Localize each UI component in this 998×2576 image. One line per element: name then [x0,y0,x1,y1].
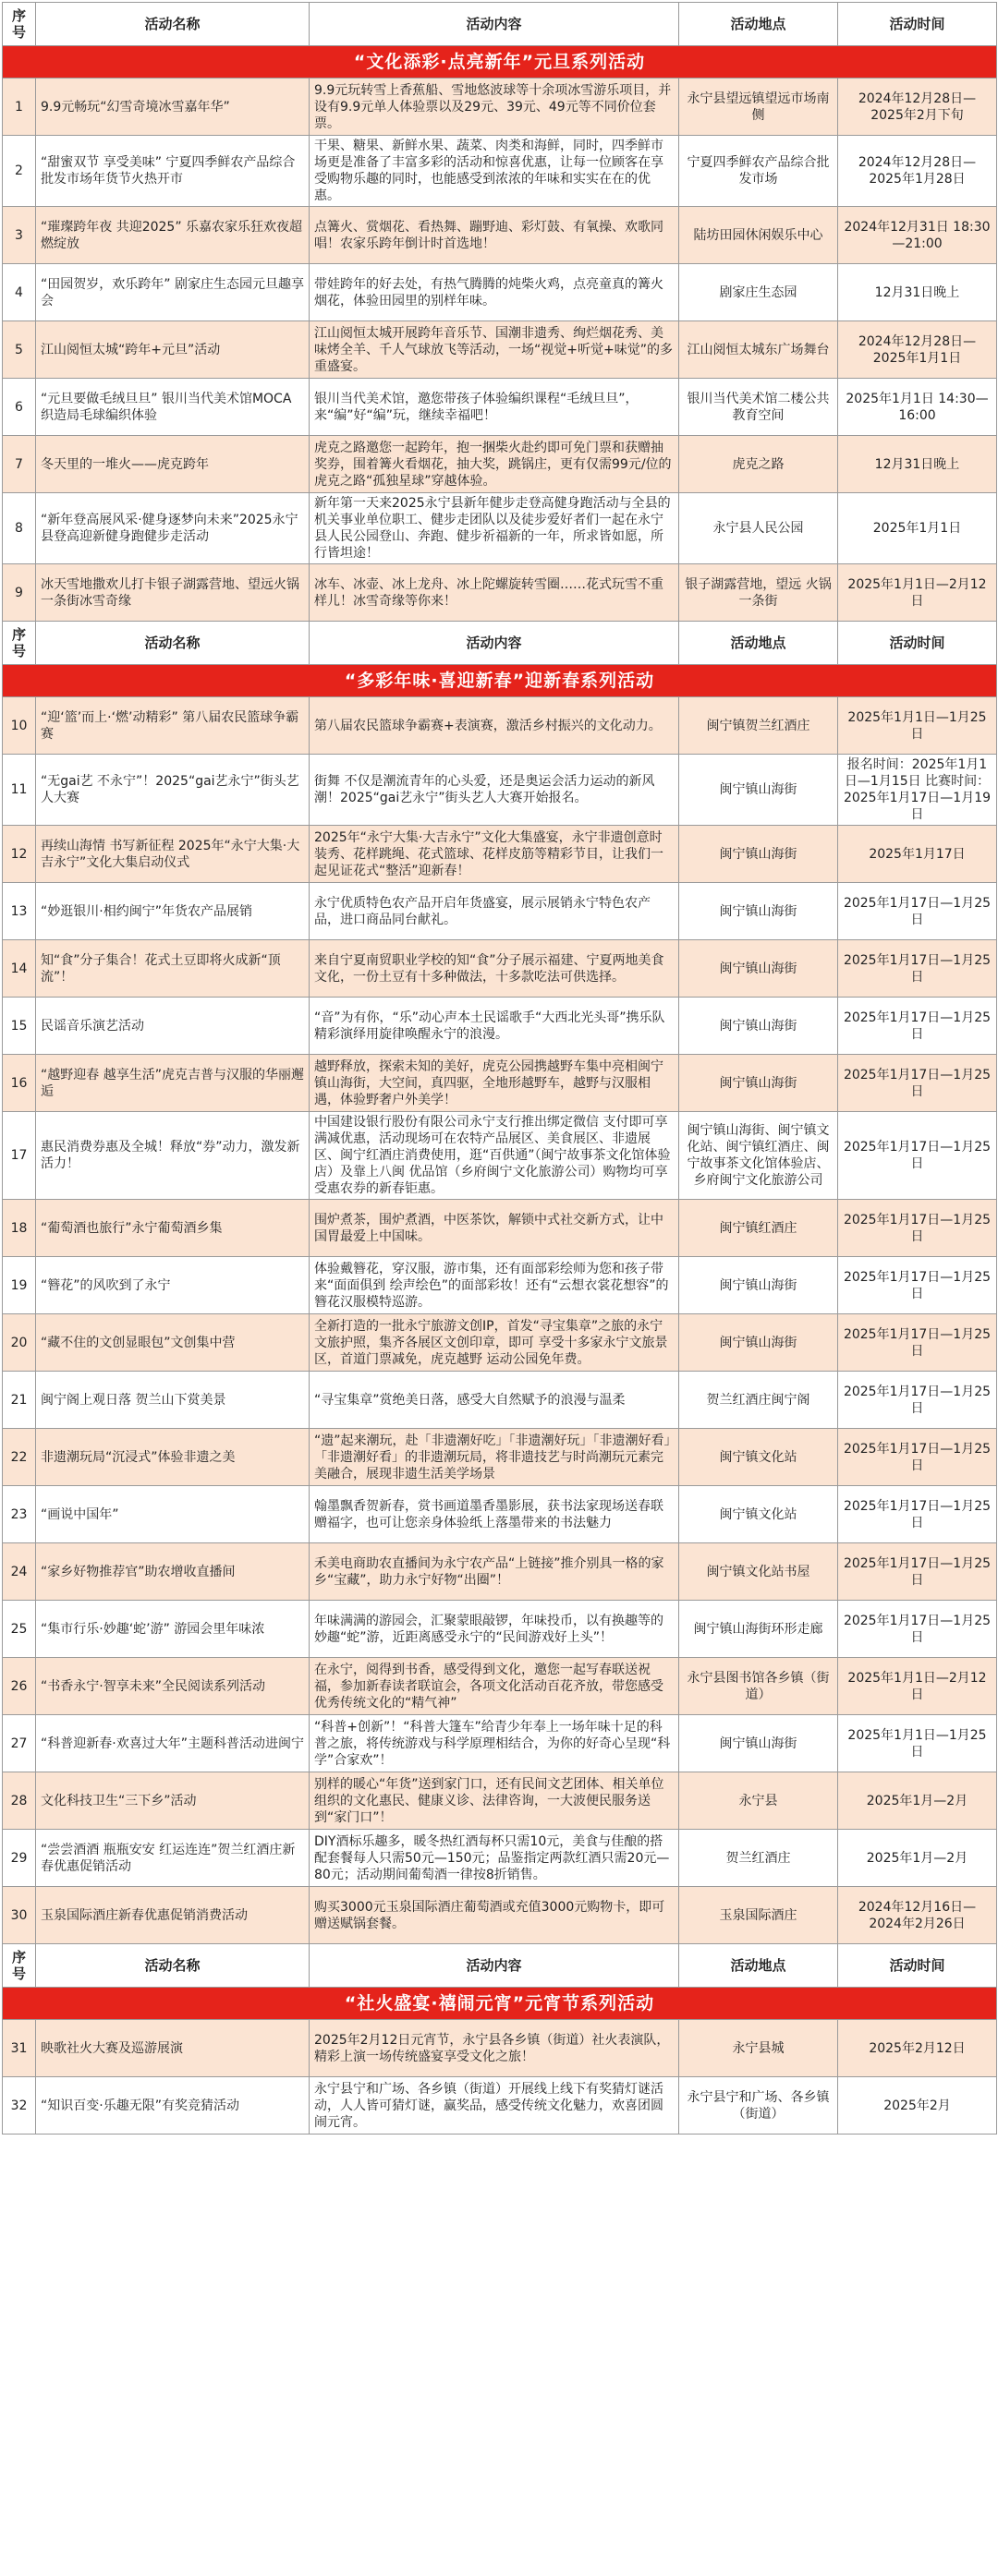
table-row [3,2077,997,2135]
table-row [3,1543,997,1601]
header-activity-content: 活动内容 [310,1944,679,1988]
activity-name: 9.9元畅玩“幻雪奇境冰雪嘉年华” [36,79,310,136]
header-activity-location: 活动地点 [679,1944,838,1988]
activity-location: 闽宁镇山海街 [679,1314,838,1372]
table-row [3,2020,997,2077]
row-number: 12 [3,826,36,883]
activity-time: 2025年1月17日—1月25日 [838,1429,997,1486]
activity-content: 围炉煮茶，围炉煮酒，中医茶饮，解锁中式社交新方式，让中国胃最爱上中国味。 [310,1200,679,1257]
activity-time: 2025年1月1日 14:30—16:00 [838,379,997,436]
table-row [3,564,997,622]
activity-time: 2025年1月1日 [838,493,997,564]
row-number: 10 [3,697,36,755]
table-row [3,79,997,136]
activity-location: 银子湖露营地，望远 火锅一条街 [679,564,838,622]
activity-time: 2025年1月17日—1月25日 [838,1112,997,1200]
activity-name: “家乡好物推荐官”助农增收直播间 [36,1543,310,1601]
table-row [3,1887,997,1944]
activity-content: 翰墨飘香贺新春，赏书画道墨香墨影展，获书法家现场送春联赠福字，也可让您亲身体验纸上落墨带来的书法魅力 [310,1486,679,1543]
table-row [3,1601,997,1658]
activity-name: 惠民消费券惠及全城！释放“券”动力，激发新活力！ [36,1112,310,1200]
activity-location: 闽宁镇山海街 [679,883,838,940]
table-row [3,207,997,264]
table-row [3,883,997,940]
table-row [3,1486,997,1543]
activity-time: 2025年2月12日 [838,2020,997,2077]
activity-time: 2025年1月17日 [838,826,997,883]
activity-name: “画说中国年” [36,1486,310,1543]
table-row [3,998,997,1055]
row-number: 6 [3,379,36,436]
activity-content: 来自宁夏南贸职业学校的知“食”分子展示福建、宁夏两地美食文化，一份土豆有十多种做法，十多款吃法可供选择。 [310,940,679,998]
activity-location: 永宁县城 [679,2020,838,2077]
activity-location: 剧家庄生态园 [679,264,838,321]
activity-time: 2024年12月31日 18:30—21:00 [838,207,997,264]
activity-content: 点篝火、赏烟花、看热舞、蹦野迪、彩灯鼓、有氧操、欢歌同唱！农家乐跨年倒计时首选地！ [310,207,679,264]
activity-content: 永宁县宁和广场、各乡镇（街道）开展线上线下有奖猜灯谜活动，人人皆可猜灯谜，赢奖品，感受传统文化魅力，欢喜团圆闹元宵。 [310,2077,679,2135]
table-row [3,379,997,436]
activity-name: 文化科技卫生“三下乡”活动 [36,1772,310,1830]
activity-name: 知“食”分子集合！花式土豆即将火成新“顶流”！ [36,940,310,998]
table-row [3,1055,997,1112]
activity-time: 2025年1月17日—1月25日 [838,1055,997,1112]
activity-content: “寻宝集章”赏绝美日落，感受大自然赋予的浪漫与温柔 [310,1372,679,1429]
activity-location: 闽宁镇山海街 [679,755,838,826]
row-number: 5 [3,321,36,379]
activity-location: 宁夏四季鲜农产品综合批发市场 [679,136,838,207]
row-number: 31 [3,2020,36,2077]
row-number: 11 [3,755,36,826]
activity-content: 永宁优质特色农产品开启年货盛宴，展示展销永宁特色农产品，进口商品同台献礼。 [310,883,679,940]
header-number: 序号 [3,1944,36,1988]
activity-content: 第八届农民篮球争霸赛+表演赛，激活乡村振兴的文化动力。 [310,697,679,755]
table-row [3,1658,997,1715]
activity-content: 在永宁，阅得到书香，感受得到文化，邀您一起写春联送祝福，参加新春读者联谊会，各项文化活动百花齐放，带您感受优秀传统文化的“精气神” [310,1658,679,1715]
header-activity-location: 活动地点 [679,3,838,46]
activity-content: 虎克之路邀您一起跨年，抱一捆柴火赴约即可免门票和获赠抽奖券，围着篝火看烟花，抽大奖，跳锅庄，更有仅需99元/位的虎克之路“孤独星球”穿越体验。 [310,436,679,493]
table-row [3,1429,997,1486]
activity-name: “妙逛银川·相约闽宁”年货农产品展销 [36,883,310,940]
activity-content: 全新打造的一批永宁旅游文创IP，首发“寻宝集章”之旅的永宁文旅护照，集齐各展区文创印章，即可 享受十多家永宁文旅景区，首道门票减免，虎克越野 运动公园免年费。 [310,1314,679,1372]
table-row [3,493,997,564]
activity-time: 2024年12月28日—2025年2月下旬 [838,79,997,136]
row-number: 32 [3,2077,36,2135]
table-row [3,1257,997,1314]
activity-content: 新年第一天来2025永宁县新年健步走登高健身跑活动与全县的机关事业单位职工、健步走团队以及徒步爱好者们一起在永宁县人民公园登山、奔跑、健步祈福新的一年，所求皆如愿，所行皆坦途！ [310,493,679,564]
activity-time: 2025年1月—2月 [838,1772,997,1830]
activity-content: “科普+创新”！“科普大篷车”给青少年奉上一场年味十足的科普之旅，将传统游戏与科学原理相结合，为你的好奇心呈现“科学”合家欢”！ [310,1715,679,1772]
activity-name: “簪花”的风吹到了永宁 [36,1257,310,1314]
activity-content: 越野释放，探索未知的美好，虎克公园携越野车集中亮相闽宁镇山海街，大空间，真四驱，全地形越野车，越野与汉服相遇，体验野奢户外美学！ [310,1055,679,1112]
table-row [3,1314,997,1372]
activity-location: 玉泉国际酒庄 [679,1887,838,1944]
activity-location: 闽宁镇山海街环形走廊 [679,1601,838,1658]
row-number: 24 [3,1543,36,1601]
activity-name: “甜蜜双节 享受美味” 宁夏四季鲜农产品综合批发市场年货节火热开市 [36,136,310,207]
activity-name: 民谣音乐演艺活动 [36,998,310,1055]
row-number: 21 [3,1372,36,1429]
activity-location: 闽宁镇山海街 [679,1055,838,1112]
activity-time: 2025年1月17日—1月25日 [838,1372,997,1429]
row-number: 25 [3,1601,36,1658]
activity-time: 2025年1月1日—1月25日 [838,697,997,755]
table-row [3,264,997,321]
row-number: 26 [3,1658,36,1715]
row-number: 9 [3,564,36,622]
activity-name: 再续山海情 书写新征程 2025年“永宁大集·大吉永宁”文化大集启动仪式 [36,826,310,883]
activity-location: 永宁县宁和广场、各乡镇（街道） [679,2077,838,2135]
activity-location: 闽宁镇文化站书屋 [679,1543,838,1601]
activity-name: “书香永宁·智享未来”全民阅读系列活动 [36,1658,310,1715]
table-row [3,1715,997,1772]
activity-content: 冰车、冰壶、冰上龙舟、冰上陀螺旋转雪圈……花式玩雪不重样儿！冰雪奇缘等你来！ [310,564,679,622]
activity-time: 报名时间：2025年1月1日—1月15日 比赛时间：2025年1月17日—1月19日 [838,755,997,826]
table-row [3,697,997,755]
activity-content: 干果、糖果、新鲜水果、蔬菜、肉类和海鲜，同时，四季鲜市场更是准备了丰富多彩的活动和惊喜优惠，让每一位顾客在享受购物乐趣的同时，也能感受到浓浓的年味和实实在在的优惠。 [310,136,679,207]
row-number: 13 [3,883,36,940]
activity-name: 映歌社火大赛及巡游展演 [36,2020,310,2077]
table-row [3,1112,997,1200]
header-activity-time: 活动时间 [838,1944,997,1988]
activity-time: 2025年1月17日—1月25日 [838,1601,997,1658]
row-number: 29 [3,1830,36,1887]
row-number: 4 [3,264,36,321]
activity-location: 陆坊田园休闲娱乐中心 [679,207,838,264]
section-title: “社火盛宴·禧闹元宵”元宵节系列活动 [3,1988,997,2020]
activity-name: “科普迎新春·欢喜过大年”主题科普活动进闽宁 [36,1715,310,1772]
activity-location: 永宁县图书馆各乡镇（街道） [679,1658,838,1715]
section-title-row [3,665,997,697]
activity-name: “尝尝酒酒 瓶瓶安安 红运连连”贺兰红酒庄新春优惠促销活动 [36,1830,310,1887]
header-activity-name: 活动名称 [36,622,310,665]
row-number: 27 [3,1715,36,1772]
activity-content: 购买3000元玉泉国际酒庄葡萄酒或充值3000元购物卡，即可赠送赋锅套餐。 [310,1887,679,1944]
activity-content: 体验戴簪花，穿汉服，游市集，还有面部彩绘师为您和孩子带来“面面俱到 绘声绘色”的面部彩妆！还有“云想衣裳花想容”的簪花汉服模特巡游。 [310,1257,679,1314]
activity-location: 闽宁镇山海街 [679,1257,838,1314]
activity-name: “葡萄酒也旅行”永宁葡萄酒乡集 [36,1200,310,1257]
activity-content: 中国建设银行股份有限公司永宁支行推出绑定微信 支付即可享满减优惠，活动现场可在农特产品展区、美食展区、非遗展区、闽宁红酒庄消费使用，逛“百供通”（闽宁故事茶文化馆体验店）及靠上八闽 优品馆（乡府闽宁文化旅游公司）购物均可享受惠农券的新春钜惠。 [310,1112,679,1200]
activity-location: 闽宁镇文化站 [679,1429,838,1486]
activity-time: 2025年1月17日—1月25日 [838,998,997,1055]
activity-name: “璀璨跨年夜 共迎2025” 乐嘉农家乐狂欢夜超燃绽放 [36,207,310,264]
activity-name: “田园贺岁，欢乐跨年” 剧家庄生态园元旦趣享会 [36,264,310,321]
activity-time: 2025年1月17日—1月25日 [838,940,997,998]
header-activity-time: 活动时间 [838,3,997,46]
activity-content: 2025年2月12日元宵节，永宁县各乡镇（街道）社火表演队，精彩上演一场传统盛宴享受文化之旅！ [310,2020,679,2077]
row-number: 16 [3,1055,36,1112]
activity-time: 2025年1月17日—1月25日 [838,1200,997,1257]
activity-table [2,2,997,2135]
activity-content: 禾美电商助农直播间为永宁农产品“上链接”推介别具一格的家乡“宝藏”，助力永宁好物“出圈”！ [310,1543,679,1601]
activity-content: 街舞 不仅是潮流青年的心头爱，还是奥运会活力运动的新风潮！2025“gai艺永宁”街头艺人大赛开始报名。 [310,755,679,826]
activity-time: 2024年12月28日—2025年1月28日 [838,136,997,207]
row-number: 30 [3,1887,36,1944]
table-row [3,826,997,883]
activity-location: 闽宁镇山海街 [679,826,838,883]
activity-time: 2025年1月17日—1月25日 [838,1314,997,1372]
row-number: 2 [3,136,36,207]
row-number: 7 [3,436,36,493]
activity-time: 2025年1月17日—1月25日 [838,1543,997,1601]
activity-time: 12月31日晚上 [838,436,997,493]
header-activity-time: 活动时间 [838,622,997,665]
table-row [3,1772,997,1830]
activity-location: 贺兰红酒庄闽宁阁 [679,1372,838,1429]
activity-content: 银川当代美术馆，邀您带孩子体验编织课程“毛绒旦旦”，来“编”好“编”玩，继续幸福吧！ [310,379,679,436]
activity-location: 虎克之路 [679,436,838,493]
row-number: 3 [3,207,36,264]
activity-location: 闽宁镇文化站 [679,1486,838,1543]
row-number: 19 [3,1257,36,1314]
table-header-row [3,1944,997,1988]
activity-location: 闽宁镇山海街、闽宁镇文化站、闽宁镇红酒庄、闽宁故事茶文化馆体验店、乡府闽宁文化旅游公司 [679,1112,838,1200]
activity-location: 永宁县望远镇望远市场南侧 [679,79,838,136]
activity-location: 闽宁镇红酒庄 [679,1200,838,1257]
activity-time: 2025年1月17日—1月25日 [838,883,997,940]
activity-time: 2025年2月 [838,2077,997,2135]
activity-name: “知识百变·乐趣无限”有奖竞猜活动 [36,2077,310,2135]
table-row [3,436,997,493]
activity-content: 带娃跨年的好去处，有热气腾腾的炖柴火鸡，点亮童真的篝火烟花，体验田园里的别样年味。 [310,264,679,321]
activity-schedule-page [2,2,996,2135]
activity-time: 2025年1月17日—1月25日 [838,1486,997,1543]
activity-location: 永宁县 [679,1772,838,1830]
activity-name: “元旦要做毛绒旦旦” 银川当代美术馆MOCA织造局毛球编织体验 [36,379,310,436]
activity-content: 江山阅恒太城开展跨年音乐节、国潮非遗秀、绚烂烟花秀、美味烤全羊、千人气球放飞等活动，一场“视觉+听觉+味觉”的多重盛宴。 [310,321,679,379]
activity-time: 2025年1月—2月 [838,1830,997,1887]
activity-name: “迎‘篮’而上·‘燃’动精彩” 第八届农民篮球争霸赛 [36,697,310,755]
row-number: 23 [3,1486,36,1543]
table-row [3,321,997,379]
activity-name: “越野迎春 越享生活”虎克吉普与汉服的华丽邂逅 [36,1055,310,1112]
activity-time: 2024年12月28日—2025年1月1日 [838,321,997,379]
row-number: 15 [3,998,36,1055]
activity-name: 闽宁阁上观日落 贺兰山下赏美景 [36,1372,310,1429]
table-row [3,1200,997,1257]
table-row [3,1830,997,1887]
activity-name: “新年登高展风采·健身逐梦向未来”2025永宁县登高迎新健身跑健步走活动 [36,493,310,564]
row-number: 14 [3,940,36,998]
header-activity-content: 活动内容 [310,3,679,46]
activity-name: 冬天里的一堆火——虎克跨年 [36,436,310,493]
header-activity-name: 活动名称 [36,1944,310,1988]
header-activity-content: 活动内容 [310,622,679,665]
activity-location: 闽宁镇山海街 [679,1715,838,1772]
header-number: 序号 [3,3,36,46]
activity-content: 年味满满的游园会，汇聚蒙眼敲锣，年味投币，以有换趣等的妙趣“蛇”游，近距离感受永宁的“民间游戏好上头”！ [310,1601,679,1658]
section-title: “多彩年味·喜迎新春”迎新春系列活动 [3,665,997,697]
activity-content: 2025年“永宁大集·大吉永宁”文化大集盛宴，永宁非遗创意时装秀、花样跳绳、花式篮球、花样皮筋等精彩节目，让我们一起见证花式“整活”迎新春！ [310,826,679,883]
activity-time: 2024年12月16日—2024年2月26日 [838,1887,997,1944]
activity-time: 2025年1月17日—1月25日 [838,1257,997,1314]
activity-location: 贺兰红酒庄 [679,1830,838,1887]
activity-time: 2025年1月1日—1月25日 [838,1715,997,1772]
table-row [3,940,997,998]
table-row [3,136,997,207]
row-number: 22 [3,1429,36,1486]
activity-name: 非遗潮玩局“沉浸式”体验非遗之美 [36,1429,310,1486]
activity-name: 江山阅恒太城“跨年+元旦”活动 [36,321,310,379]
row-number: 8 [3,493,36,564]
header-activity-location: 活动地点 [679,622,838,665]
activity-time: 2025年1月1日—2月12日 [838,1658,997,1715]
activity-name: 冰天雪地撒欢儿打卡银子湖露营地、望远火锅一条街冰雪奇缘 [36,564,310,622]
header-activity-name: 活动名称 [36,3,310,46]
activity-name: 玉泉国际酒庄新春优惠促销消费活动 [36,1887,310,1944]
activity-time: 2025年1月1日—2月12日 [838,564,997,622]
table-header-row [3,3,997,46]
activity-name: “无gai艺 不永宁”！2025“gai艺永宁”街头艺人大赛 [36,755,310,826]
activity-location: 江山阅恒太城东广场舞台 [679,321,838,379]
activity-location: 闽宁镇贺兰红酒庄 [679,697,838,755]
activity-location: 永宁县人民公园 [679,493,838,564]
section-title: “文化添彩·点亮新年”元旦系列活动 [3,46,997,79]
row-number: 28 [3,1772,36,1830]
row-number: 18 [3,1200,36,1257]
section-title-row [3,1988,997,2020]
activity-name: “藏不住的文创显眼包”文创集中营 [36,1314,310,1372]
activity-content: “音”为有你，“乐”动心声本土民谣歌手“大西北光头哥”携乐队精彩演绎用旋律唤醒永宁的浪漫。 [310,998,679,1055]
row-number: 17 [3,1112,36,1200]
activity-location: 闽宁镇山海街 [679,940,838,998]
activity-content: DIY酒标乐趣多，暖冬热红酒每杯只需10元，美食与佳酿的搭配套餐每人只需50元—150元；品鉴指定两款红酒只需20元—80元；活动期间葡萄酒一律按8折销售。 [310,1830,679,1887]
activity-content: 9.9元玩转雪上香蕉船、雪地悠波球等十余项冰雪游乐项目，并设有9.9元单人体验票以及29元、39元、49元等不同价位套票。 [310,79,679,136]
activity-content: “遗”起来潮玩，赴「非遗潮好吃」「非遗潮好玩」「非遗潮好看」「非遗潮好看」的非遗潮玩局，将非遗技艺与时尚潮玩元素完美融合，展现非遗生活美学场景 [310,1429,679,1486]
table-row [3,755,997,826]
section-title-row [3,46,997,79]
table-row [3,1372,997,1429]
activity-location: 银川当代美术馆二楼公共教育空间 [679,379,838,436]
activity-content: 别样的暖心“年货”送到家门口，还有民间文艺团体、相关单位组织的文化惠民、健康义诊、法律咨询，一大波便民服务送到“家门口”！ [310,1772,679,1830]
activity-time: 12月31日晚上 [838,264,997,321]
header-number: 序号 [3,622,36,665]
table-header-row [3,622,997,665]
activity-name: “集市行乐·妙趣‘蛇’游” 游园会里年味浓 [36,1601,310,1658]
activity-location: 闽宁镇山海街 [679,998,838,1055]
row-number: 1 [3,79,36,136]
row-number: 20 [3,1314,36,1372]
